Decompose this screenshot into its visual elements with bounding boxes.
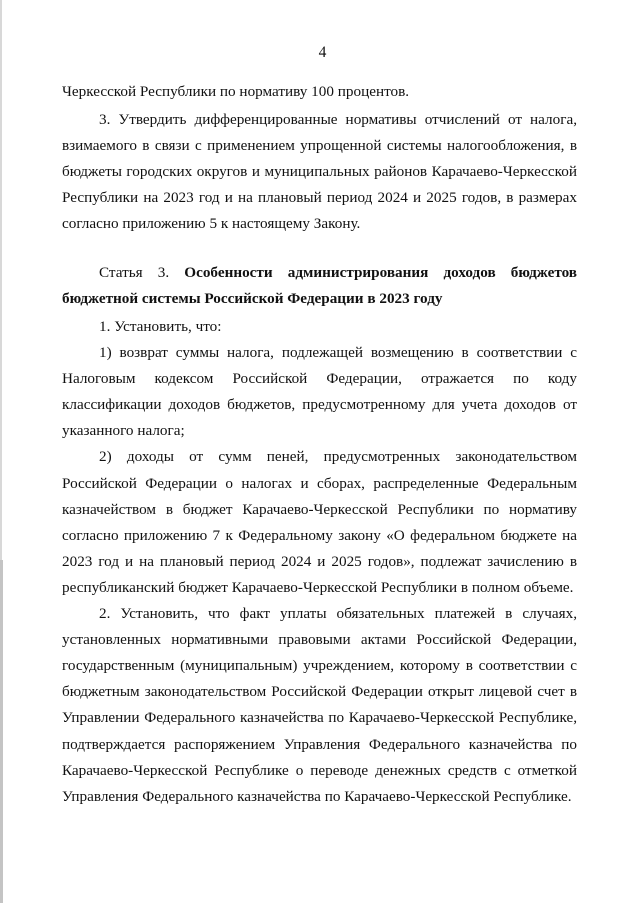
article-3-body bbox=[62, 314, 577, 810]
article-title-part-2: бюджетной системы Российской Федерации в 2023 году bbox=[62, 290, 443, 308]
text-line: государственным (муниципальным) учреждением, которому в соответствии с bbox=[62, 657, 577, 675]
text-line: согласно приложению 7 к Федеральному закону «О федеральном бюджете на bbox=[62, 526, 577, 544]
text-line: Управления Федерального казначейства по Карачаево-Черкесской Республике. bbox=[62, 787, 572, 805]
text-line: 1) возврат суммы налога, подлежащей возмещению в соответствии с bbox=[99, 344, 577, 362]
text-line: указанного налога; bbox=[62, 422, 185, 440]
text-line: бюджетным законодательством Российской Федерации открыт лицевой счет в bbox=[62, 683, 577, 701]
text-line: 3. Утвердить дифференцированные нормативы отчислений от налога, bbox=[99, 111, 577, 128]
text-line: 2023 год и на плановый период 2024 и 2025 годов», подлежат зачислению в bbox=[62, 552, 577, 570]
text-line: Республики на 2023 год и на плановый период 2024 и 2025 годов, в размерах bbox=[62, 189, 577, 207]
text-line: бюджеты городских округов и муниципальных районов Карачаево-Черкесской bbox=[62, 163, 577, 181]
text-line: Черкесской Республики по нормативу 100 процентов. bbox=[62, 83, 410, 100]
article-3-heading bbox=[62, 260, 577, 312]
text-line: согласно приложению 5 к настоящему Закону. bbox=[62, 215, 361, 233]
text-line: 1. Установить, что: bbox=[99, 318, 222, 335]
text-line: классификации доходов бюджетов, предусмотренному для учета доходов от bbox=[62, 396, 577, 414]
text-line: 2. Установить, что факт уплаты обязательных платежей в случаях, bbox=[99, 605, 577, 623]
article-number: Статья 3. bbox=[99, 264, 170, 281]
text-line: Управлении Федерального казначейства по Карачаево-Черкесской Республике, bbox=[62, 709, 577, 727]
text-line: казначейством в бюджет Карачаево-Черкесской Республики по нормативу bbox=[62, 500, 577, 518]
text-line: 2) доходы от сумм пеней, предусмотренных законодательством bbox=[99, 448, 577, 466]
text-line: Российской Федерации о налогах и сборах, распределенные Федеральным bbox=[62, 474, 577, 492]
text-line: установленных нормативными правовыми актами Российской Федерации, bbox=[62, 631, 577, 649]
intro-paragraph bbox=[62, 79, 577, 105]
item-3-paragraph bbox=[62, 107, 577, 237]
text-line: подтверждается распоряжением Управления Федерального казначейства по bbox=[62, 735, 577, 753]
text-line: взимаемого в связи с применением упрощенной системы налогообложения, в bbox=[62, 137, 577, 155]
text-line: Налоговым кодексом Российской Федерации, отражается по коду bbox=[62, 370, 577, 388]
article-heading-line-1 bbox=[62, 260, 577, 286]
article-title-part-1: Особенности администрирования доходов бюджетов bbox=[184, 264, 578, 281]
page-number: 4 bbox=[318, 44, 327, 61]
text-line: республиканский бюджет Карачаево-Черкесской Республики в полном объеме. bbox=[62, 578, 574, 596]
scan-edge-shadow bbox=[0, 560, 3, 903]
text-line: Карачаево-Черкесской Республике о переводе денежных средств с отметкой bbox=[62, 761, 577, 779]
